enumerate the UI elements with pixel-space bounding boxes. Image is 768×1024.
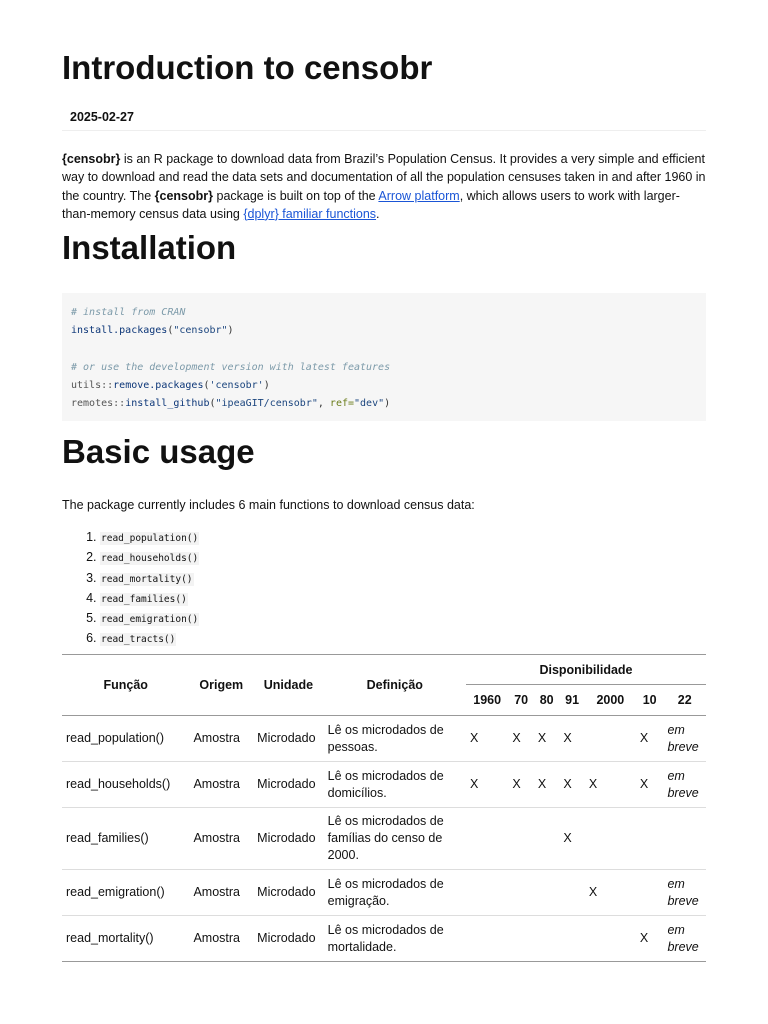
cell-year: X: [508, 716, 533, 762]
cell-year: [508, 870, 533, 916]
cell-funcao: read_mortality(): [62, 916, 189, 962]
cell-year: X: [534, 716, 559, 762]
package-name: {censobr}: [154, 188, 214, 203]
function-name: read_mortality(): [101, 573, 193, 585]
cell-definicao: Lê os microdados de mortalidade.: [324, 916, 466, 962]
document-date: 2025-02-27: [62, 110, 706, 131]
cell-year: X: [559, 808, 584, 870]
cell-year: X: [636, 916, 664, 962]
functions-list: [62, 528, 199, 650]
column-header-definicao: Definição: [324, 655, 466, 716]
cell-unidade: Microdado: [253, 916, 323, 962]
cell-origem: Amostra: [189, 916, 253, 962]
cell-year: X: [636, 716, 664, 762]
column-header-disponibilidade: Disponibilidade: [466, 655, 706, 685]
code-comment: # install from CRAN: [71, 307, 186, 318]
intro-paragraph: {censobr} is an R package to download data from Brazil’s Population Census. It provides a very simple and efficient way to download and read the data sets and documentation of all the population censuses taken in and after 1960 in the country. The {censobr} package is built on top of the Arrow platform, which allows users to work with larger-than-memory census data using {dplyr} familiar functions.: [62, 152, 706, 221]
cell-funcao: read_population(): [62, 716, 189, 762]
year-header: 70: [508, 685, 533, 716]
code-comment: # or use the development version with latest features: [71, 361, 391, 373]
cell-year: X: [508, 762, 533, 808]
cell-year: [466, 870, 508, 916]
cell-unidade: Microdado: [253, 870, 323, 916]
dplyr-functions-link[interactable]: {dplyr} familiar functions: [243, 206, 377, 221]
year-header: 1960: [466, 685, 508, 716]
package-name: {censobr}: [62, 152, 121, 166]
functions-lead-text: The package currently includes 6 main functions to download census data:: [62, 498, 475, 512]
column-header-origem: Origem: [189, 655, 253, 716]
list-item: [100, 569, 199, 589]
cell-year: [559, 916, 584, 962]
table-row: [62, 762, 706, 808]
function-name: read_emigration(): [101, 614, 199, 626]
column-header-funcao: Função: [62, 655, 189, 716]
basic-usage-heading: Basic usage: [62, 433, 255, 470]
cell-origem: Amostra: [189, 762, 253, 808]
cell-year: [508, 808, 533, 870]
page-title: Introduction to censobr: [62, 49, 433, 86]
cell-funcao: read_emigration(): [62, 870, 189, 916]
cell-year-22: em breve: [663, 870, 706, 916]
cell-year: X: [585, 762, 636, 808]
cell-origem: Amostra: [189, 716, 253, 762]
table-row: [62, 808, 706, 870]
availability-table: [62, 654, 706, 962]
cell-year: [585, 808, 636, 870]
install-code-block[interactable]: # install from CRAN install.packages("censobr") # or use the development version with latest features utils::remove.packages('censobr') remotes::install_github("ipeaGIT/censobr", ref="dev"): [62, 293, 706, 421]
cell-unidade: Microdado: [253, 808, 323, 870]
table-row: [62, 916, 706, 962]
cell-year: [508, 916, 533, 962]
cell-unidade: Microdado: [253, 762, 323, 808]
cell-year: [636, 808, 664, 870]
cell-year: X: [466, 716, 508, 762]
cell-year: [534, 916, 559, 962]
cell-year: X: [534, 762, 559, 808]
table-row: [62, 870, 706, 916]
function-name: read_population(): [101, 533, 199, 544]
cell-year: [534, 870, 559, 916]
year-header: 80: [534, 685, 559, 716]
arrow-platform-link[interactable]: Arrow platform: [378, 188, 460, 203]
column-header-unidade: Unidade: [253, 655, 323, 716]
year-header: 2000: [585, 685, 636, 716]
cell-year: [636, 870, 664, 916]
list-item: [100, 629, 199, 649]
cell-unidade: Microdado: [253, 716, 323, 762]
cell-origem: Amostra: [189, 808, 253, 870]
cell-year: X: [585, 870, 636, 916]
cell-year: X: [559, 716, 584, 762]
installation-heading: Installation: [62, 229, 237, 266]
cell-year-22: em breve: [663, 716, 706, 762]
cell-definicao: Lê os microdados de domicílios.: [324, 762, 466, 808]
list-item: [100, 548, 199, 568]
cell-year-22: em breve: [663, 762, 706, 808]
function-name: read_tracts(): [101, 634, 176, 646]
cell-year: X: [559, 762, 584, 808]
list-item: [100, 589, 199, 609]
cell-year: [585, 916, 636, 962]
cell-origem: Amostra: [189, 870, 253, 916]
cell-definicao: Lê os microdados de famílias do censo de 2000.: [324, 808, 466, 870]
year-header: 22: [663, 685, 706, 716]
cell-year: X: [466, 762, 508, 808]
cell-year: [585, 716, 636, 762]
cell-year-22: [663, 808, 706, 870]
table-row: [62, 716, 706, 762]
year-header: 10: [636, 685, 664, 716]
year-header: 91: [559, 685, 584, 716]
cell-year: X: [636, 762, 664, 808]
cell-funcao: read_families(): [62, 808, 189, 870]
cell-year: [466, 916, 508, 962]
cell-year: [534, 808, 559, 870]
cell-year: [559, 870, 584, 916]
list-item: [100, 528, 199, 548]
cell-definicao: Lê os microdados de emigração.: [324, 870, 466, 916]
list-item: [100, 609, 199, 629]
function-name: read_households(): [101, 553, 199, 565]
cell-funcao: read_households(): [62, 762, 189, 808]
function-name: read_families(): [101, 593, 187, 605]
cell-year-22: em breve: [663, 916, 706, 962]
cell-definicao: Lê os microdados de pessoas.: [324, 716, 466, 762]
cell-year: [466, 808, 508, 870]
